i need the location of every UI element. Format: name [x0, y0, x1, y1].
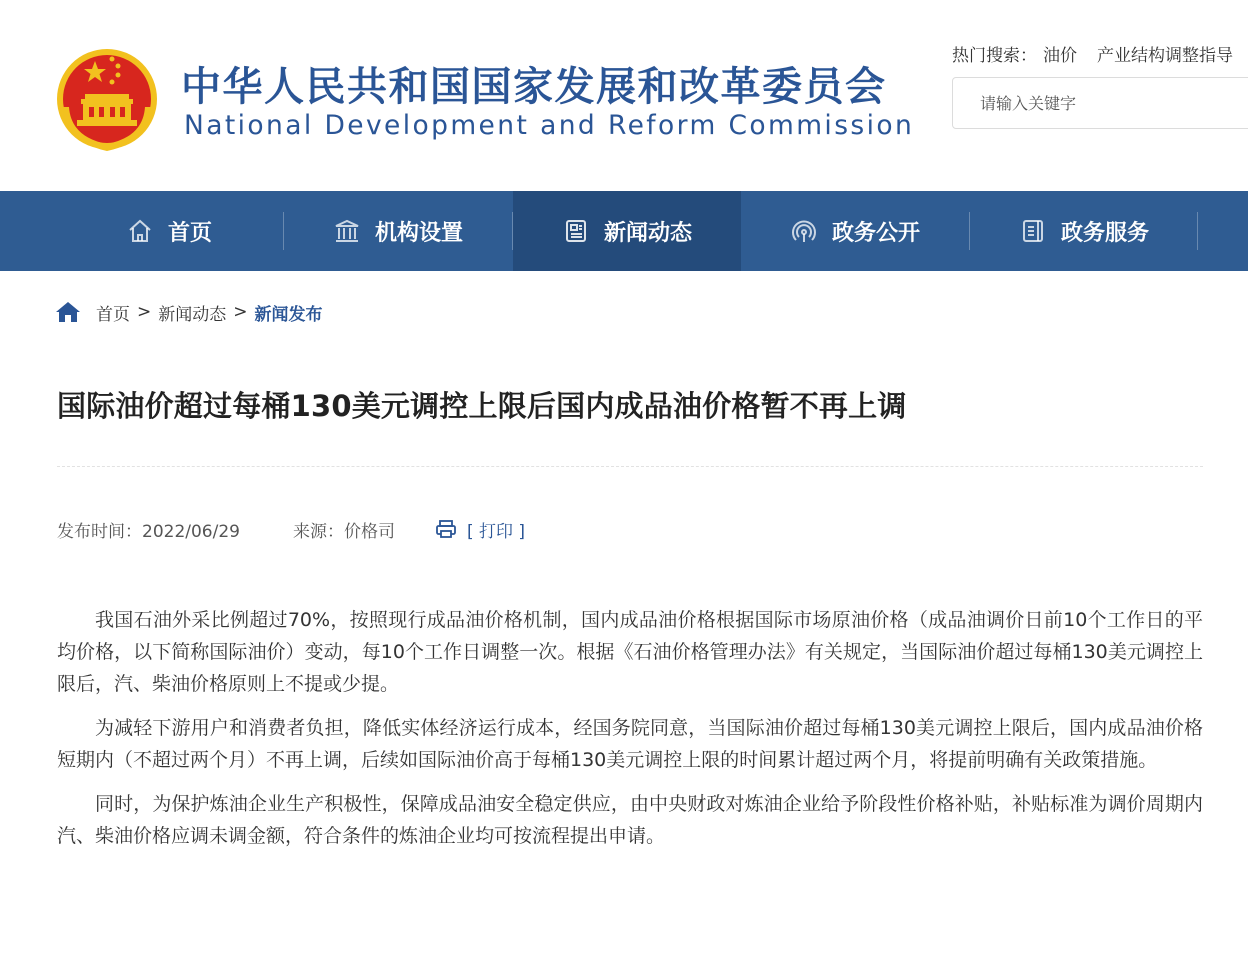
breadcrumb-separator: >	[137, 302, 152, 322]
home-icon[interactable]	[55, 300, 81, 324]
nav-item-organization[interactable]	[284, 191, 512, 271]
title-divider	[57, 466, 1203, 467]
document-icon	[1019, 217, 1047, 245]
article-title: 国际油价超过每桶130美元调控上限后国内成品油价格暂不再上调	[57, 389, 907, 423]
hot-keyword-link[interactable]: 产业结构调整指导	[1097, 46, 1233, 66]
nav-item-label: 新闻动态	[603, 220, 692, 246]
breadcrumb-separator: >	[233, 302, 248, 322]
breadcrumb-news[interactable]: 新闻动态	[158, 304, 227, 325]
nav-more-icon[interactable]	[1240, 409, 1248, 437]
article-paragraph: 我国石油外采比例超过70%，按照现行成品油价格机制，国内成品油价格根据国际市场原油价格（成品油调价日前10个工作日的平均价格，以下简称国际油价）变动，每10个工作日调整一次。根据《石油价格管理办法》有关规定，当国际油价超过每桶130美元调控上限后，汽、柴油价格原则上不提或少提。	[57, 609, 1203, 695]
building-icon	[333, 217, 361, 245]
nav-item-label: 首页	[167, 220, 212, 246]
nav-item-label: 政务服务	[1060, 220, 1149, 246]
hot-keyword-link[interactable]: 油价	[1043, 46, 1077, 66]
site-title-chinese[interactable]: 中华人民共和国国家发展和改革委员会	[181, 64, 887, 110]
nav-item-services[interactable]	[970, 191, 1198, 271]
broadcast-icon	[790, 217, 818, 245]
nav-item-home[interactable]	[55, 191, 283, 271]
publish-time: 发布时间：2022/06/29	[57, 521, 240, 542]
national-emblem-logo[interactable]	[55, 47, 159, 157]
home-icon	[126, 217, 154, 245]
article-source: 来源：价格司	[292, 521, 395, 542]
search-input[interactable]	[953, 78, 1248, 128]
site-title-english[interactable]: National Development and Reform Commission	[184, 110, 915, 141]
article-body	[57, 604, 1203, 864]
print-button[interactable]	[435, 517, 525, 542]
site-header	[0, 0, 1248, 191]
hot-search	[952, 41, 1247, 66]
breadcrumb	[55, 298, 323, 326]
print-label: [ 打印 ]	[466, 521, 526, 542]
hot-search-label: 热门搜索：	[952, 46, 1037, 66]
news-icon	[562, 217, 590, 245]
nav-item-news[interactable]	[513, 191, 741, 271]
article-paragraph: 为减轻下游用户和消费者负担，降低实体经济运行成本，经国务院同意，当国际油价超过每桶130美元调控上限后，国内成品油价格短期内（不超过两个月）不再上调，后续如国际油价高于每桶130美元调控上限的时间累计超过两个月，将提前明确有关政策措施。	[57, 717, 1203, 771]
breadcrumb-home[interactable]: 首页	[96, 304, 130, 325]
nav-item-public-affairs[interactable]	[741, 191, 969, 271]
search-box	[952, 77, 1248, 129]
nav-item-label: 机构设置	[374, 220, 463, 246]
printer-icon	[435, 519, 457, 539]
breadcrumb-current[interactable]: 新闻发布	[254, 304, 323, 325]
nav-item-label: 政务公开	[831, 220, 920, 246]
nav-divider	[1197, 212, 1198, 250]
article-paragraph: 同时，为保护炼油企业生产积极性，保障成品油安全稳定供应，由中央财政对炼油企业给予阶段性价格补贴，补贴标准为调价周期内汽、柴油价格应调未调金额，符合条件的炼油企业均可按流程提出申请。	[57, 793, 1203, 847]
article-meta	[57, 516, 525, 542]
main-nav	[0, 191, 1248, 271]
